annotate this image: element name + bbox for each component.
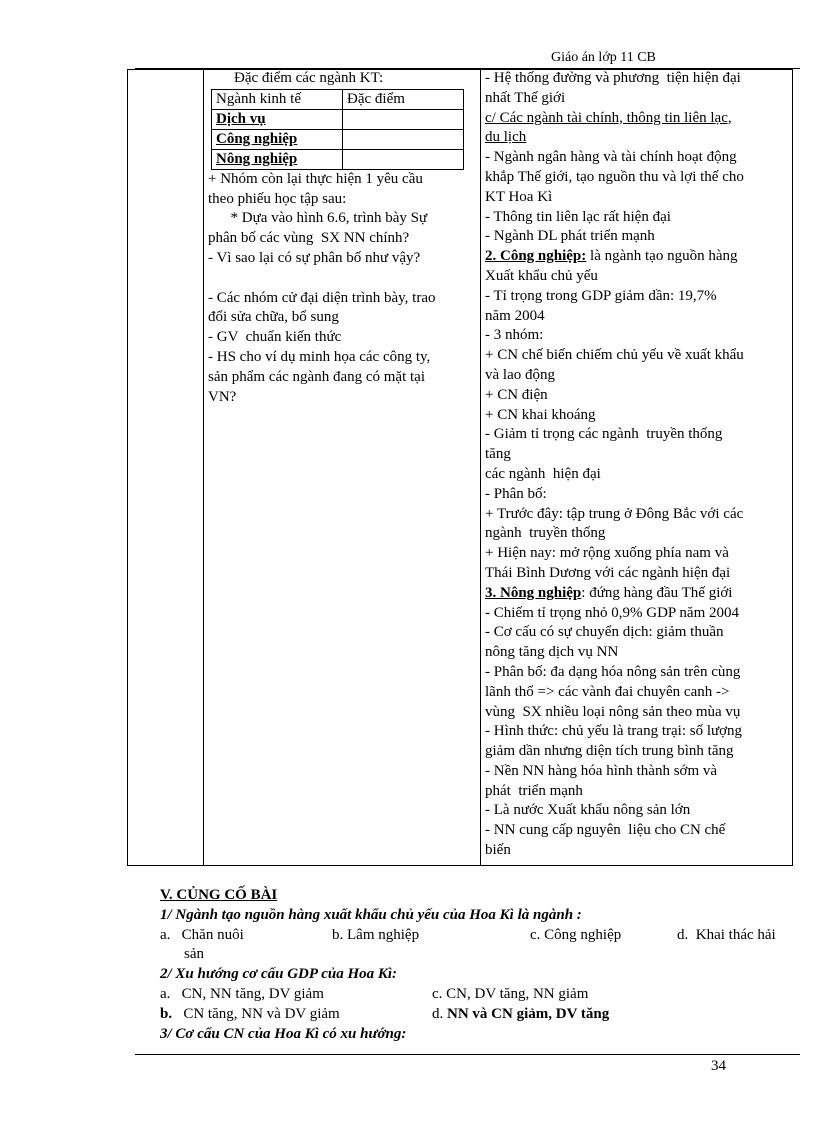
text-line: - Vì sao lại có sự phân bố như vậy?: [208, 249, 421, 266]
section-industry-heading: 2. Công nghiệp:: [485, 248, 587, 265]
question-1-options: [160, 926, 800, 946]
text-line: - NN cung cấp nguyên liệu cho CN chế: [485, 822, 726, 839]
text-line: - Ngành ngân hàng và tài chính hoạt động: [485, 149, 737, 166]
table-caption: Đặc điểm các ngành KT:: [234, 70, 384, 86]
text-line: ngành truyền thống: [485, 525, 606, 542]
table-row: [212, 129, 464, 149]
page-number: 34: [711, 1058, 726, 1074]
text-line: - Là nước Xuất khẩu nông sản lớn: [485, 802, 691, 819]
text-line: tăng: [485, 446, 511, 463]
text-line: - Chiếm tỉ trọng nhỏ 0,9% GDP năm 2004: [485, 604, 740, 621]
text-line: [208, 269, 480, 289]
subheading-finance: c/ Các ngành tài chính, thông tin liên lạc,: [485, 109, 732, 126]
text-line: Xuất khẩu chủ yếu: [485, 267, 598, 284]
section-industry: [485, 247, 791, 267]
q2-option-c: c. CN, DV tăng, NN giảm: [432, 985, 589, 1002]
content-column: [485, 69, 791, 861]
text-line: + CN điện: [485, 386, 548, 403]
header-features: Đặc điểm: [343, 89, 464, 109]
text-line: - Thông tin liên lạc rất hiện đại: [485, 208, 671, 225]
subheading-finance-cont: du lịch: [485, 129, 527, 146]
text-line: các ngành hiện đại: [485, 465, 601, 482]
q2-option-b-label: b.: [160, 1005, 173, 1022]
text-line: - GV chuẩn kiến thức: [208, 329, 342, 346]
text-line: - Tỉ trọng trong GDP giảm dần: 19,7%: [485, 287, 717, 304]
text-line: và lao động: [485, 366, 555, 383]
text-line: phân bố các vùng SX NN chính?: [208, 230, 410, 247]
section-agriculture: [485, 584, 791, 604]
text-line: - Giảm tỉ trọng các ngành truyền thống: [485, 426, 723, 443]
text-line: + Trước đây: tập trung ở Đông Bắc với các: [485, 505, 744, 522]
section-agriculture-intro: : đứng hàng đầu Thế giới: [581, 584, 733, 601]
text-line: VN?: [208, 388, 237, 405]
text-line: biến: [485, 842, 511, 859]
table-cell-empty: [343, 129, 464, 149]
text-line: - 3 nhóm:: [485, 327, 544, 344]
table-row: [212, 109, 464, 129]
header-sector: Ngành kinh tế: [212, 89, 343, 109]
column-divider-1: [203, 69, 204, 866]
question-1-options-cont: [160, 945, 800, 965]
question-1: 1/ Ngành tạo nguồn hàng xuất khẩu chủ yếu của Hoa Kì là ngành :: [160, 906, 582, 923]
text-line: + CN khai khoáng: [485, 406, 596, 423]
review-section: [160, 886, 800, 1044]
text-line: - Ngành DL phát triển mạnh: [485, 228, 655, 245]
table-cell-empty: [343, 149, 464, 169]
text-line: + Hiện nay: mở rộng xuống phía nam và: [485, 545, 729, 562]
section-industry-intro: là ngành tạo nguồn hàng: [586, 248, 738, 265]
text-line: vùng SX nhiều loại nông sản theo mùa vụ: [485, 703, 741, 720]
text-line: khắp Thế giới, tạo nguồn thu và lợi thế cho: [485, 168, 744, 185]
footer-rule: [135, 1054, 800, 1055]
q2-option-b-text: CN tăng, NN và DV giảm: [172, 1005, 340, 1022]
q2-option-a: a. CN, NN tăng, DV giảm: [160, 985, 324, 1002]
q2-option-d: [432, 1005, 609, 1025]
table-cell-empty: [343, 109, 464, 129]
question-2: 2/ Xu hướng cơ cấu GDP của Hoa Kì:: [160, 966, 398, 983]
text-line: - Hình thức: chủ yếu là trang trại: số lượng: [485, 723, 743, 740]
section-agriculture-heading: 3. Nông nghiệp: [485, 584, 582, 601]
text-line: - Các nhóm cử đại diện trình bày, trao: [208, 289, 436, 306]
question-2-options-row2: [160, 1005, 800, 1025]
activity-column: [208, 69, 480, 407]
transport-text: [485, 69, 791, 109]
review-title: V. CỦNG CỐ BÀI: [160, 887, 278, 903]
q1-option-d-cont: sản: [184, 946, 204, 963]
question-3: 3/ Cơ cấu CN của Hoa Kì có xu hướng:: [160, 1025, 407, 1042]
text-line: đổi sửa chữa, bổ sung: [208, 309, 339, 326]
text-line: theo phiếu học tập sau:: [208, 190, 347, 207]
q2-option-b: [160, 1005, 340, 1025]
q2-option-d-label: d.: [432, 1005, 447, 1022]
table-row: [212, 149, 464, 169]
text-line: KT Hoa Kì: [485, 188, 553, 205]
column-divider-2: [480, 69, 481, 866]
text-line: Thái Bình Dương với các ngành hiện đại: [485, 564, 731, 581]
economic-sectors-table: [211, 89, 464, 170]
row-label-industry: Công nghiệp: [212, 129, 343, 149]
text-line: - Cơ cấu có sự chuyển dịch: giảm thuần: [485, 624, 724, 641]
agriculture-text: [485, 604, 791, 861]
q1-option-d: d. Khai thác hải: [677, 926, 776, 943]
industry-text: [485, 267, 791, 584]
header-title: Giáo án lớp 11 CB: [551, 50, 656, 65]
q1-option-c: c. Công nghiệp: [530, 926, 622, 943]
row-label-services: Dịch vụ: [212, 109, 343, 129]
text-line: năm 2004: [485, 307, 545, 324]
question-2-options-row1: [160, 985, 800, 1005]
text-line: nhất Thế giới: [485, 89, 566, 106]
activity-text: [208, 170, 480, 408]
text-line: + CN chế biến chiếm chủ yếu về xuất khẩu: [485, 347, 744, 364]
row-label-agriculture: Nông nghiệp: [212, 149, 343, 169]
text-line: nông tăng dịch vụ NN: [485, 644, 619, 661]
text-line: * Dựa vào hình 6.6, trình bày Sự: [208, 210, 428, 227]
text-line: - Nền NN hàng hóa hình thành sớm và: [485, 762, 718, 779]
text-line: - Hệ thống đường và phương tiện hiện đại: [485, 70, 741, 86]
finance-text: [485, 148, 791, 247]
q2-option-d-text: NN và CN giảm, DV tăng: [447, 1005, 610, 1022]
text-line: phát triển mạnh: [485, 782, 583, 799]
text-line: lãnh thổ => các vành đai chuyên canh ->: [485, 683, 730, 700]
text-line: giảm dần nhưng diện tích trung bình tăng: [485, 743, 734, 760]
q1-option-a: a. Chăn nuôi: [160, 926, 244, 943]
text-line: sản phẩm các ngành đang có mặt tại: [208, 368, 426, 385]
text-line: - Phân bố:: [485, 485, 547, 502]
table-header-row: [212, 89, 464, 109]
q1-option-b: b. Lâm nghiệp: [332, 926, 420, 943]
text-line: - HS cho ví dụ minh họa các công ty,: [208, 348, 431, 365]
text-line: + Nhóm còn lại thực hiện 1 yêu cầu: [208, 170, 423, 187]
text-line: - Phân bố: đa dạng hóa nông sản trên cùng: [485, 663, 741, 680]
